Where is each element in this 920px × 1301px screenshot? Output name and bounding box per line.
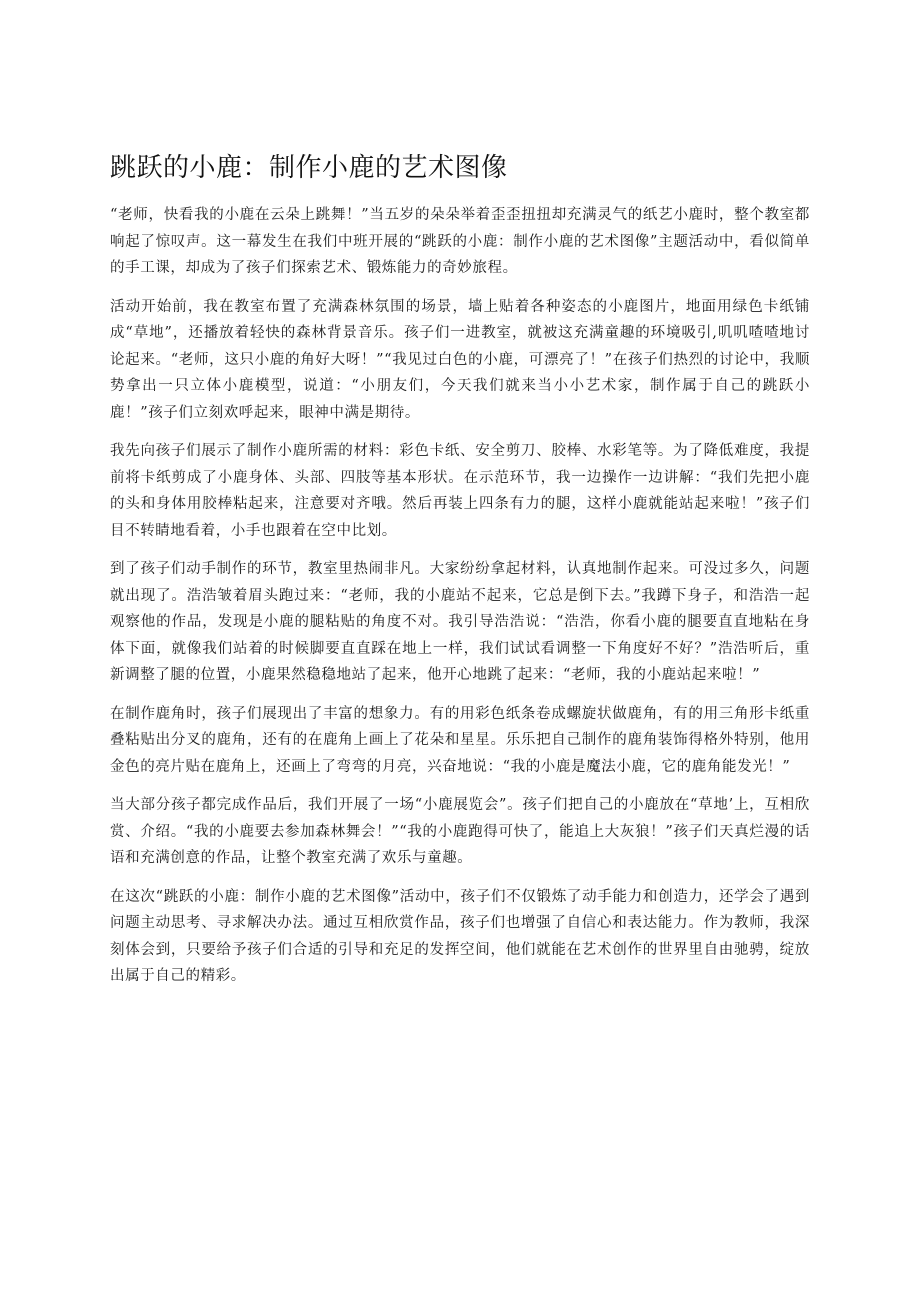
paragraph-1: “老师，快看我的小鹿在云朵上跳舞！”当五岁的朵朵举着歪歪扭扭却充满灵气的纸艺小鹿时，整个教室都响起了惊叹声。这一幕发生在我们中班开展的“跳跃的小鹿：制作小鹿的艺术图像”主题活动中，看似简单的手工课，却成为了孩子们探索艺术、锻炼能力的奇妙旅程。	[110, 207, 810, 276]
paragraph-5: 在制作鹿角时，孩子们展现出了丰富的想象力。有的用彩色纸条卷成螺旋状做鹿角，有的用三角形卡纸重叠粘贴出分叉的鹿角，还有的在鹿角上画上了花朵和星星。乐乐把自己制作的鹿角装饰得格外特别，他用金色的亮片贴在鹿角上，还画上了弯弯的月亮，兴奋地说：“我的小鹿是魔法小鹿，它的鹿角能发光！”	[110, 705, 810, 775]
paragraph-3: 我先向孩子们展示了制作小鹿所需的材料：彩色卡纸、安全剪刀、胶棒、水彩笔等。为了降低难度，我提前将卡纸剪成了小鹿身体、头部、四肢等基本形状。在示范环节，我一边操作一边讲解：“我们先把小鹿的头和身体用胶棒粘起来，注意要对齐哦。然后再装上四条有力的腿，这样小鹿就能站起来啦！”孩子们目不转睛地看着，小手也跟着在空中比划。	[110, 443, 810, 539]
paragraph-7: 在这次“跳跃的小鹿：制作小鹿的艺术图像”活动中，孩子们不仅锻炼了动手能力和创造力，还学会了遇到问题主动思考、寻求解决办法。通过互相欣赏作品，孩子们也增强了自信心和表达能力。作为教师，我深刻体会到，只要给予孩子们合适的引导和充足的发挥空间，他们就能在艺术创作的世界里自由驰骋，绽放出属于自己的精彩。	[110, 888, 810, 984]
paragraph-2: 活动开始前，我在教室布置了充满森林氛围的场景，墙上贴着各种姿态的小鹿图片，地面用绿色卡纸铺成“草地”，还播放着轻快的森林背景音乐。孩子们一进教室，就被这充满童趣的环境吸引,叽叽喳喳地讨论起来。“老师，这只小鹿的角好大呀！”“我见过白色的小鹿，可漂亮了！”在孩子们热烈的讨论中，我顺势拿出一只立体小鹿模型，说道：“小朋友们，今天我们就来当小小艺术家，制作属于自己的跳跃小鹿！”孩子们立刻欢呼起来，眼神中满是期待。	[110, 298, 810, 421]
paragraph-4: 到了孩子们动手制作的环节，教室里热闹非凡。大家纷纷拿起材料，认真地制作起来。可没过多久，问题就出现了。浩浩皱着眉头跑过来：“老师，我的小鹿站不起来，它总是倒下去。”我蹲下身子，和浩浩一起观察他的作品，发现是小鹿的腿粘贴的角度不对。我引导浩浩说：“浩浩，你看小鹿的腿要直直地粘在身体下面，就像我们站着的时候脚要直直踩在地上一样，我们试试看调整一下角度好不好？”浩浩听后，重新调整了腿的位置，小鹿果然稳稳地站了起来，他开心地跳了起来：“老师，我的小鹿站起来啦！”	[110, 561, 810, 683]
document-title: 跳跃的小鹿：制作小鹿的艺术图像	[110, 153, 508, 183]
document-body	[110, 202, 810, 1002]
paragraph-6: 当大部分孩子都完成作品后，我们开展了一场“小鹿展览会”。孩子们把自己的小鹿放在“草地’上，互相欣赏、介绍。“我的小鹿要去参加森林舞会！”“我的小鹿跑得可快了，能追上大灰狼！”孩子们天真烂漫的话语和充满创意的作品，让整个教室充满了欢乐与童趣。	[110, 797, 810, 866]
